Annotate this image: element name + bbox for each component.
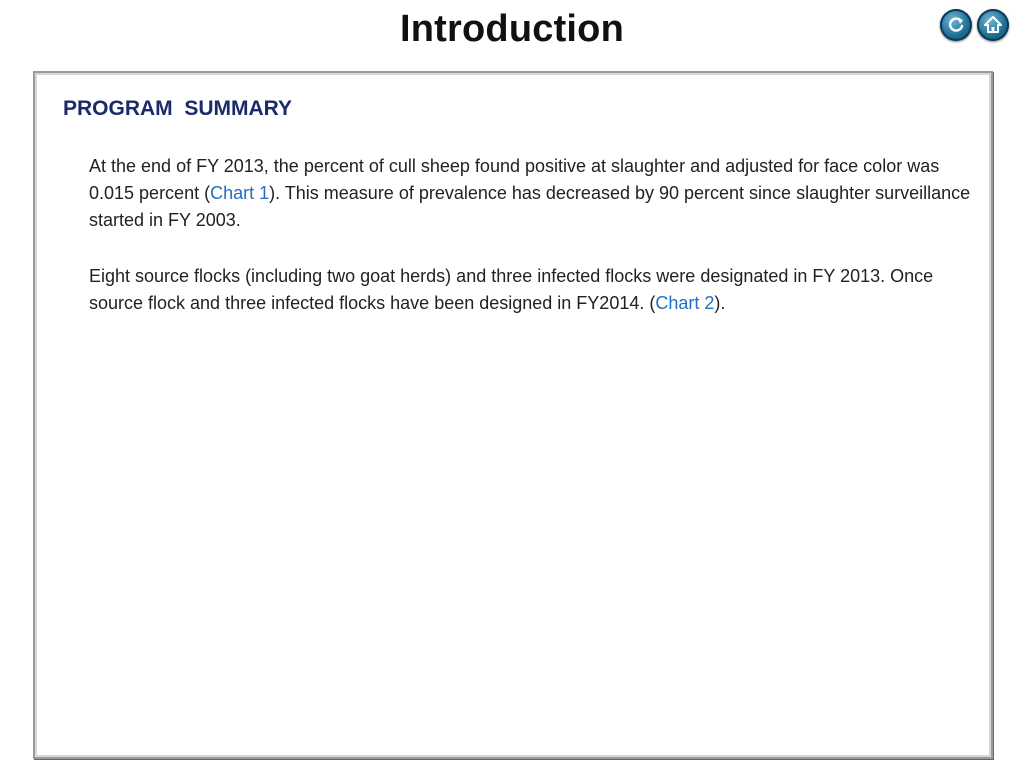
summary-paragraph-2 [89,263,989,317]
refresh-icon [946,15,966,35]
paragraph-text: ). This measure of prevalence has decreased by 90 percent since slaughter surveillance started in FY 2003. [89,183,971,230]
refresh-button[interactable] [940,9,972,41]
home-icon [983,15,1003,35]
content-panel [33,71,993,759]
section-title: PROGRAM SUMMARY [63,97,293,120]
paragraph-text: At the end of FY 2013, the percent of cull sheep found positive at slaughter and adjusted for face color was 0.015 percent ( [89,156,940,203]
summary-paragraph-1 [89,153,989,234]
page-title: Introduction [399,8,625,50]
home-button[interactable] [977,9,1009,41]
paragraph-text: ). [714,293,726,313]
chart-1-link[interactable]: Chart 1 [210,183,270,203]
paragraph-text: Eight source flocks (including two goat herds) and three infected flocks were designated in FY 2013. Once source flock and three infected flocks have been designed in FY2014. ( [89,266,934,313]
chart-2-link[interactable]: Chart 2 [655,293,715,313]
